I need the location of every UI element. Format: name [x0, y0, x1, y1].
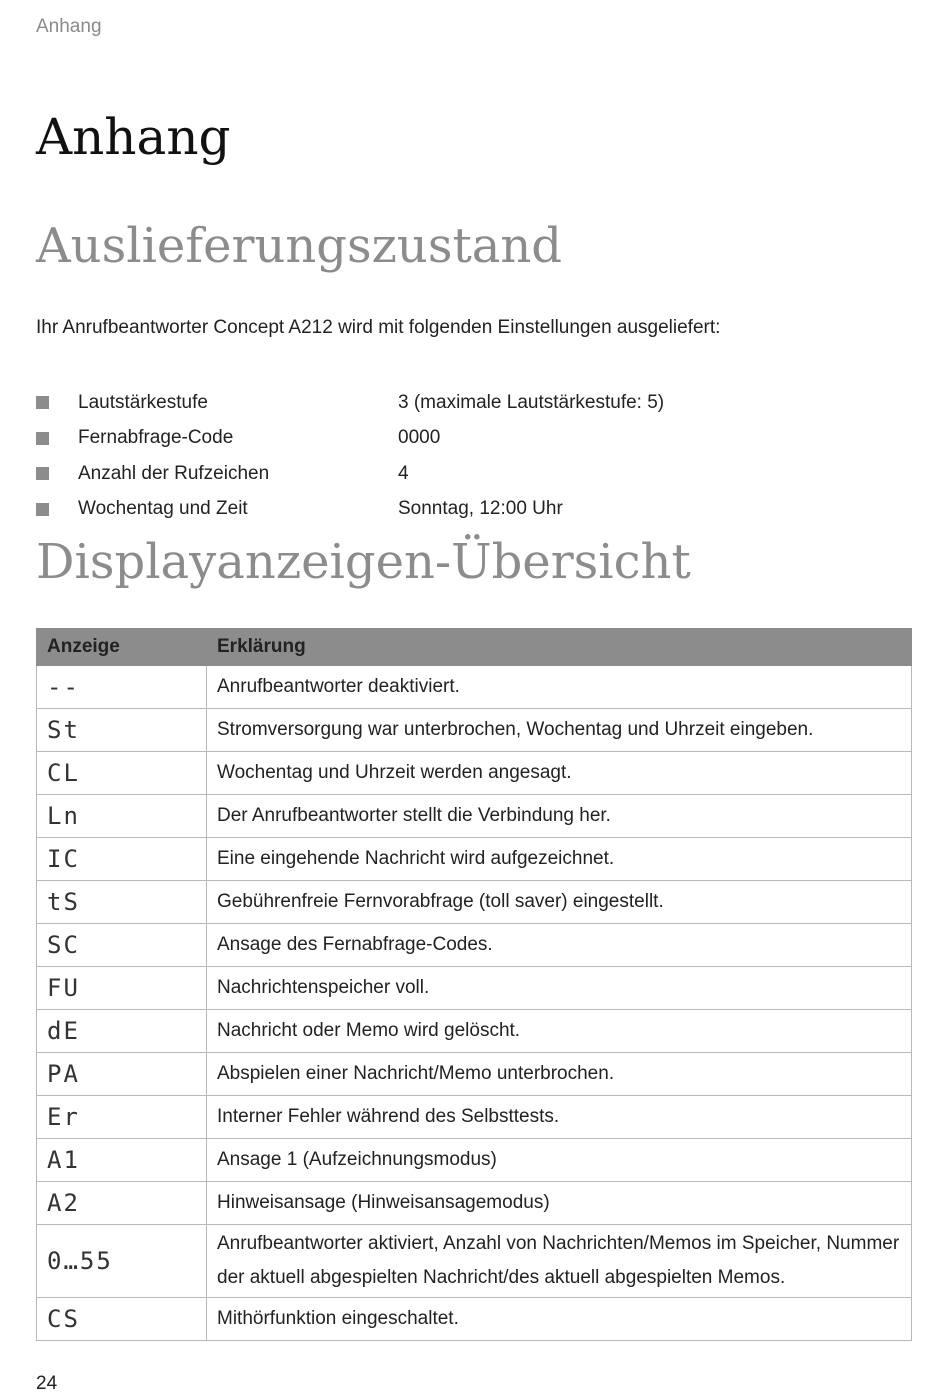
display-code: A1: [37, 1139, 207, 1182]
setting-label: Lautstärkestufe: [78, 391, 208, 413]
table-row: [37, 1096, 912, 1139]
display-code: dE: [37, 1010, 207, 1053]
table-row: [37, 752, 912, 795]
code-explanation: Abspielen einer Nachricht/Memo unterbrochen.: [207, 1053, 912, 1096]
intro-text: Ihr Anrufbeantworter Concept A212 wird mit folgenden Einstellungen ausgeliefert:: [36, 317, 721, 338]
code-explanation: Anrufbeantworter aktiviert, Anzahl von Nachrichten/Memos im Speicher, Nummer der aktuell abgespielten Nachricht/des aktuell abgespielten Memos.: [207, 1225, 912, 1298]
code-explanation: Eine eingehende Nachricht wird aufgezeichnet.: [207, 838, 912, 881]
setting-label: Wochentag und Zeit: [78, 498, 248, 520]
display-code: SC: [37, 924, 207, 967]
table-row: [37, 881, 912, 924]
code-explanation: Nachrichtenspeicher voll.: [207, 967, 912, 1010]
settings-list: [36, 385, 896, 527]
table-row: [37, 709, 912, 752]
code-explanation: Der Anrufbeantworter stellt die Verbindung her.: [207, 795, 912, 838]
code-explanation: Ansage des Fernabfrage-Codes.: [207, 924, 912, 967]
table-row: [37, 924, 912, 967]
display-code: Er: [37, 1096, 207, 1139]
display-code: tS: [37, 881, 207, 924]
setting-value: 3 (maximale Lautstärkestufe: 5): [398, 391, 665, 413]
running-head: Anhang: [36, 16, 102, 37]
table-row: [37, 666, 912, 709]
table-row: [37, 838, 912, 881]
column-header-anzeige: Anzeige: [37, 629, 207, 666]
display-code: 0…55: [37, 1225, 207, 1298]
display-code: IC: [37, 838, 207, 881]
display-code: PA: [37, 1053, 207, 1096]
bullet-icon: [36, 467, 49, 480]
section-title-displayanzeigen: Displayanzeigen-Übersicht: [36, 534, 691, 590]
code-explanation: Gebührenfreie Fernvorabfrage (toll saver) eingestellt.: [207, 881, 912, 924]
setting-label: Anzahl der Rufzeichen: [78, 462, 270, 484]
bullet-icon: [36, 432, 49, 445]
table-row: [37, 1139, 912, 1182]
display-codes-table: [36, 628, 912, 1341]
display-code: --: [37, 666, 207, 709]
display-code: St: [37, 709, 207, 752]
table-row: [37, 1182, 912, 1225]
setting-value: Sonntag, 12:00 Uhr: [398, 498, 563, 520]
display-code: CS: [37, 1298, 207, 1341]
display-code: CL: [37, 752, 207, 795]
table-row: [37, 1225, 912, 1298]
setting-label: Fernabfrage-Code: [78, 427, 234, 449]
setting-item: [36, 421, 896, 457]
code-explanation: Wochentag und Uhrzeit werden angesagt.: [207, 752, 912, 795]
code-explanation: Hinweisansage (Hinweisansagemodus): [207, 1182, 912, 1225]
table-row: [37, 1053, 912, 1096]
display-code: A2: [37, 1182, 207, 1225]
column-header-erklaerung: Erklärung: [207, 629, 912, 666]
code-explanation: Interner Fehler während des Selbsttests.: [207, 1096, 912, 1139]
table-row: [37, 1010, 912, 1053]
setting-value: 0000: [398, 427, 441, 449]
table-header-row: [37, 629, 912, 666]
code-explanation: Ansage 1 (Aufzeichnungsmodus): [207, 1139, 912, 1182]
table-row: [37, 795, 912, 838]
code-explanation: Nachricht oder Memo wird gelöscht.: [207, 1010, 912, 1053]
table-row: [37, 1298, 912, 1341]
setting-value: 4: [398, 462, 409, 484]
code-explanation: Mithörfunktion eingeschaltet.: [207, 1298, 912, 1341]
bullet-icon: [36, 503, 49, 516]
setting-item: [36, 492, 896, 528]
chapter-title: Anhang: [36, 108, 231, 166]
display-code: Ln: [37, 795, 207, 838]
code-explanation: Anrufbeantworter deaktiviert.: [207, 666, 912, 709]
page-number: 24: [36, 1373, 58, 1394]
code-explanation: Stromversorgung war unterbrochen, Wochentag und Uhrzeit eingeben.: [207, 709, 912, 752]
bullet-icon: [36, 396, 49, 409]
setting-item: [36, 456, 896, 492]
setting-item: [36, 385, 896, 421]
section-title-auslieferungszustand: Auslieferungszustand: [36, 218, 563, 274]
display-code: FU: [37, 967, 207, 1010]
table-row: [37, 967, 912, 1010]
